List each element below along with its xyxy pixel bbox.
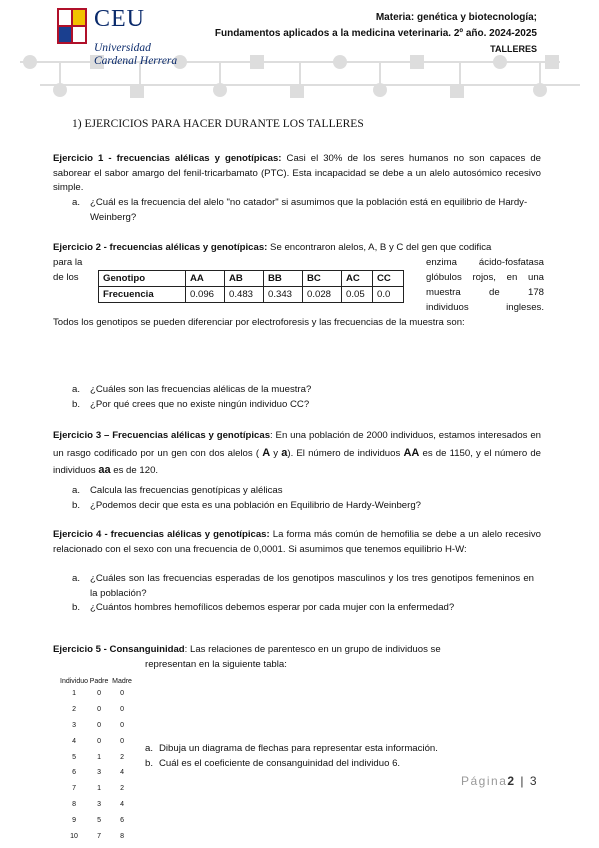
table-cell: 3: [72, 721, 76, 729]
table-row: [60, 702, 134, 718]
ej2-b-text: ¿Por qué crees que no existe ningún individuo CC?: [90, 399, 310, 410]
table-cell: 0: [97, 706, 101, 714]
table-cell: 0: [97, 721, 101, 729]
table-cell: 5: [72, 753, 76, 761]
table-row: [60, 718, 134, 734]
ej3-text-2: ). El número de individuos: [287, 447, 404, 459]
header-seccion: TALLERES: [490, 44, 537, 54]
table-row: [60, 812, 134, 828]
table-cell: 1: [72, 690, 76, 698]
table-cell: 0.483: [225, 287, 264, 303]
table-cell: 0.096: [186, 287, 225, 303]
logo-cardenal-line: Cardenal Herrera: [94, 55, 178, 67]
page-total: 3: [529, 774, 539, 788]
ej2-a-text: ¿Cuáles son las frecuencias alélicas de la muestra?: [90, 384, 312, 395]
ej1-title: Ejercicio 1 - frecuencias alélicas y genotípicas:: [53, 153, 282, 164]
ej3-a-number: a.: [72, 485, 81, 496]
logo-university-line: Universidad: [94, 42, 151, 54]
table-cell: 5: [97, 816, 101, 824]
ej3-b-number: b.: [72, 500, 81, 511]
header-materia: Materia: genética y biotecnología;: [375, 12, 537, 23]
ej2-b-number: b.: [72, 399, 81, 410]
ej2-right-line3: muestra de 178: [426, 287, 544, 298]
table-cell: 3: [97, 769, 101, 777]
table-header-cell: BB: [264, 271, 303, 287]
ej5-b-text: Cuál es el coeficiente de consanguinidad del individuo 6.: [159, 758, 401, 769]
table-cell: 4: [120, 800, 124, 808]
ej3-and: y: [270, 447, 282, 459]
ej2-title: Ejercicio 2 - frecuencias alélicas y genotípicas:: [53, 242, 268, 253]
ceu-shield-logo: [57, 8, 87, 44]
table-header-cell: AB: [225, 271, 264, 287]
ej4-b-text: ¿Cuántos hombres hemofílicos debemos esperar por cada mujer con la enfermedad?: [90, 602, 455, 613]
table-cell: 8: [72, 800, 76, 808]
ej2-text: Se encontraron alelos, A, B y C del gen que codifica: [267, 242, 492, 253]
ej3-text-4: es de 120.: [110, 465, 159, 476]
ej5-statement: [53, 643, 541, 658]
table-cell: 0.028: [303, 287, 342, 303]
ej3-allele-a: a: [281, 446, 288, 459]
table-cell: 0: [120, 706, 124, 714]
ej3-text-3: es de 1150, y el número de individuos: [53, 447, 541, 476]
ej3-a-text: Calcula las frecuencias genotípicas y alélicas: [90, 485, 283, 496]
ej2-a-number: a.: [72, 384, 81, 395]
ej3-text-1: : En una población de 2000 individuos, estamos interesados en un rasgo codificado por un gen con dos alelos (: [53, 430, 541, 459]
table-header-cell: CC: [373, 271, 404, 287]
ej3-title: Ejercicio 3 – Frecuencias alélicas y genotípicas: [53, 430, 271, 441]
ej2-statement: [53, 241, 541, 256]
table-header-row: [60, 676, 134, 686]
ej4-a-text: ¿Cuáles son las frecuencias esperadas de los genotipos masculinos y los tres genotipos femeninos en la población?: [90, 573, 534, 599]
table-row: [60, 781, 134, 797]
ej3-allele-A: A: [262, 446, 271, 459]
ej5-b-number: b.: [145, 758, 154, 769]
ej4-title: Ejercicio 4 - frecuencias alélicas y genotípicas:: [53, 529, 270, 540]
table-cell: 4: [72, 737, 76, 745]
table-row: [99, 287, 404, 303]
ej1-statement: [53, 152, 541, 196]
pedigree-table: [60, 676, 134, 844]
table-cell: 1: [97, 785, 101, 793]
table-cell: 0: [120, 721, 124, 729]
table-cell: 6: [72, 769, 76, 777]
ej4-text: La forma más común de hemofilia se debe a un alelo recesivo relacionado con el sexo con una frecuencia de 0,0001. Si asumimos que tenemos equilibrio H-W:: [53, 529, 541, 555]
ej2-left-line2: de los: [53, 272, 79, 283]
ej3-genotype-AA: AA: [403, 446, 420, 459]
page-number: [461, 774, 538, 788]
table-cell: 0: [120, 737, 124, 745]
table-cell: 8: [120, 832, 124, 840]
ej1-a-number: a.: [72, 197, 81, 208]
table-cell: 0: [97, 737, 101, 745]
table-cell: 9: [72, 816, 76, 824]
ej3-genotype-aa: aa: [98, 464, 111, 476]
table-row: [60, 733, 134, 749]
table-header-cell: AA: [186, 271, 225, 287]
ej2-after-text: Todos los genotipos se pueden diferenciar por electroforesis y las frecuencias de la muestra son:: [53, 317, 465, 328]
table-cell: 6: [120, 816, 124, 824]
ej4-statement: [53, 528, 541, 557]
table-cell: 0.05: [342, 287, 373, 303]
table-header-cell: BC: [303, 271, 342, 287]
table-row: [60, 797, 134, 813]
table-cell: 7: [97, 832, 101, 840]
genotype-frequency-table: [98, 270, 404, 303]
ej2-right-line2: glóbulos rojos, en una: [426, 272, 544, 283]
table-cell: 2: [72, 706, 76, 714]
table-row: [60, 828, 134, 844]
ej5-text-line2: representan en la siguiente tabla:: [145, 659, 287, 670]
table-header-cell: Madre: [112, 677, 132, 685]
table-cell: 10: [70, 832, 78, 840]
table-cell: 0: [97, 690, 101, 698]
ej4-a-number: a.: [72, 573, 81, 584]
table-row: [60, 765, 134, 781]
table-header-row: [99, 271, 404, 287]
page-current: 2: [507, 774, 516, 788]
table-row: [60, 686, 134, 702]
ej4-b-number: b.: [72, 602, 81, 613]
table-header-cell: Padre: [89, 677, 109, 685]
table-cell: 0.343: [264, 287, 303, 303]
ej5-a-number: a.: [145, 743, 154, 754]
table-cell: 4: [120, 769, 124, 777]
table-header-cell: Genotipo: [99, 271, 186, 287]
table-cell: 0.0: [373, 287, 404, 303]
ej5-a-text: Dibuja un diagrama de flechas para representar esta información.: [159, 743, 438, 754]
ej2-right-line1: enzima ácido-fosfatasa: [426, 257, 544, 268]
header-curso: Fundamentos aplicados a la medicina veterinaria. 2º año. 2024-2025: [214, 28, 537, 39]
table-cell: 3: [97, 800, 101, 808]
section-title: 1) EJERCICIOS PARA HACER DURANTE LOS TALLERES: [72, 118, 364, 130]
ej5-title: Ejercicio 5 - Consanguinidad: [53, 644, 185, 655]
table-cell: 1: [97, 753, 101, 761]
ej2-right-line4: individuos ingleses.: [426, 302, 544, 313]
ej3-b-text: ¿Podemos decir que esta es una población en Equilibrio de Hardy-Weinberg?: [90, 500, 422, 511]
table-cell: 2: [120, 753, 124, 761]
ej2-left-line1: para la: [53, 257, 83, 268]
ej1-text: Casi el 30% de los seres humanos no son capaces de saborear el sabor amargo del fenil-tricarbamato (PTC). Esta incapacidad se debe a un alelo autosómico recesivo simple.: [53, 153, 541, 193]
ej1-a-text: ¿Cuál es la frecuencia del alelo "no catador" si asumimos que la población está en equilibrio de Hardy-Weinberg?: [90, 197, 528, 223]
page-separator: |: [515, 774, 530, 788]
page-label: Página: [461, 774, 508, 788]
table-header-cell: AC: [342, 271, 373, 287]
ej5-text: : Las relaciones de parentesco en un grupo de individuos se: [184, 644, 441, 655]
ej3-statement: [53, 428, 541, 480]
table-header-cell: Individuo: [60, 677, 89, 685]
table-cell: 0: [120, 690, 124, 698]
table-cell: 2: [120, 785, 124, 793]
table-cell: Frecuencia: [99, 287, 186, 303]
table-cell: 7: [72, 785, 76, 793]
logo-ceu-text: CEU: [94, 6, 145, 32]
table-row: [60, 749, 134, 765]
